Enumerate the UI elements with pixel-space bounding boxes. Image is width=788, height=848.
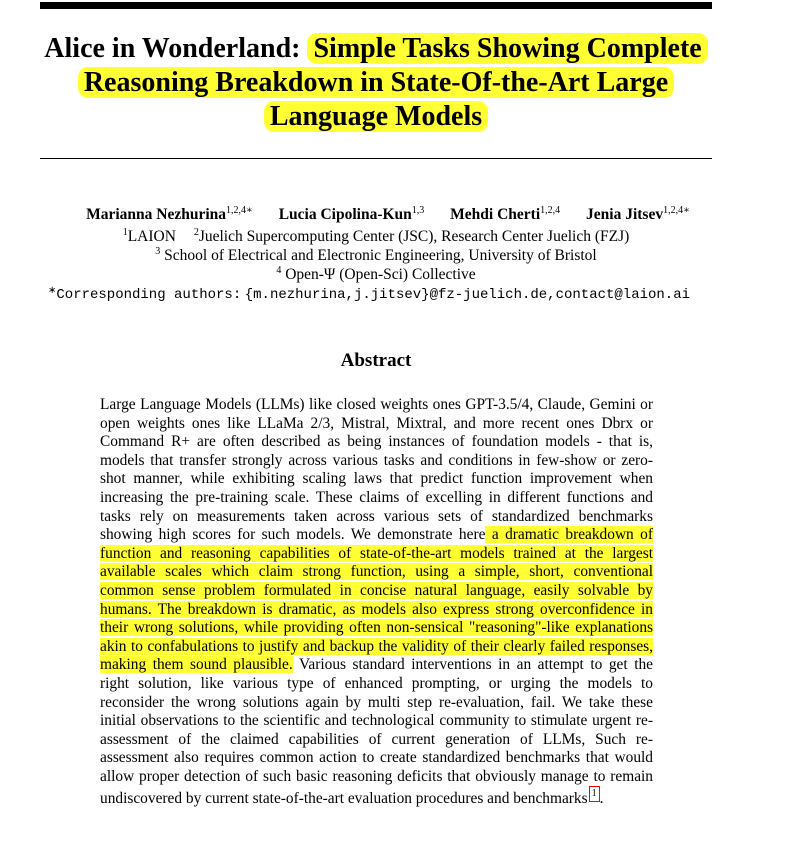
top-rule bbox=[40, 2, 712, 9]
title-rule bbox=[40, 158, 712, 159]
affiliation-line-2: $^3$ School of Electrical and Electronic Engineering, University of Bristol bbox=[155, 246, 597, 264]
abstract-text-2: Various standard interventions in an attempt to get the right solution, like various type of enhanced prompting, or urging the models to reconsider the wrong solutions again by multi step re-evaluation, fail. We take these initial observations to the scientific and technological community to stimulate urgent re-assessment of the claimed capabilities of current generation of LLMs, Such re-assessment also requires common action to create standardized benchmarks that would allow proper detection of such basic reasoning deficits that obviously manage to remain undiscovered by current state-of-the-art evaluation procedures and benchmarks bbox=[100, 656, 653, 808]
corresponding-authors: ∗Corresponding authors: {m.nezhurina,j.jitsev}@fz-juelich.de,contact@laion.ai bbox=[48, 285, 691, 303]
email-link[interactable]: {m.nezhurina,j.jitsev}@fz-juelich.de,contact@laion.ai bbox=[244, 287, 691, 303]
footnote-link[interactable]: 1 bbox=[589, 786, 600, 802]
author: Marianna Nezhurina$^{1,2,4∗}$ bbox=[86, 205, 253, 223]
paper-title bbox=[0, 32, 752, 134]
abstract-text-1: Large Language Models (LLMs) like closed weights ones GPT-3.5/4, Claude, Gemini or open weights ones like LLaMa 2/3, Mistral, Mixtral, and more recent ones Dbrx or Command R+ are often described as being instances of foundation models - that is, models that transfer strongly across various tasks and conditions in few-show or zero-shot manner, while exhibiting scaling laws that predict function improvement when increasing the pre-training scale. These claims of excelling in different functions and tasks rely on measurements taken across various sets of standardized benchmarks showing high scores for such models. We demonstrate here bbox=[100, 396, 653, 544]
affiliation-jsc: Juelich Supercomputing Center (JSC), Research Center Juelich (FZJ) bbox=[198, 228, 630, 245]
title-highlight-3: Language Models bbox=[264, 101, 488, 132]
abstract-body: Large Language Models (LLMs) like closed weights ones GPT-3.5/4, Claude, Gemini or open weights ones like LLaMa 2/3, Mistral, Mixtral, and more recent ones Dbrx or Command R+ are often described as being instances of foundation models - that is, models that transfer strongly across various tasks and conditions in few-show or zero-shot manner, while exhibiting scaling laws that predict function improvement when increasing the pre-training scale. These claims of excelling in different functions and tasks rely on measurements taken across various sets of standardized benchmarks showing high scores for such models. We demonstrate here a dramatic breakdown of function and reasoning capabilities of state-of-the-art models trained at the largest available scales which claim strong function, using a simple, short, conventional common sense problem formulated in concise natural language, easily solvable by humans. The breakdown is dramatic, as models also express strong overconfidence in their wrong solutions, while providing often non-sensical "reasoning"-like explanations akin to confabulations to justify and backup the validity of their clearly failed responses, making them sound plausible. Various standard interventions in an attempt to get the right solution, like various type of enhanced prompting, or urging the models to reconsider the wrong solutions again by multi step re-evaluation, fail. We take these initial observations to the scientific and technological community to stimulate urgent re-assessment of the claimed capabilities of current generation of LLMs, Such re-assessment also requires common action to create standardized benchmarks that would allow proper detection of such basic reasoning deficits that obviously manage to remain undiscovered by current state-of-the-art evaluation procedures and benchmarks 1 . bbox=[100, 396, 653, 808]
author: Jenia Jitsev$^{1,2,4∗}$ bbox=[586, 205, 690, 223]
title-highlight-2: Reasoning Breakdown in State-Of-the-Art Large bbox=[78, 67, 674, 98]
author-list bbox=[0, 205, 776, 224]
affiliation-line-3: $^4$ Open-Ψ (Open-Sci) Collective bbox=[276, 265, 476, 283]
affiliation-laion: LAION bbox=[127, 228, 176, 245]
author: Mehdi Cherti$^{1,2,4}$ bbox=[450, 205, 561, 223]
affiliation-bristol: School of Electrical and Electronic Engineering, University of Bristol bbox=[164, 247, 597, 264]
abstract-heading: Abstract bbox=[340, 350, 412, 371]
affiliation-open-sci: Open-Ψ (Open-Sci) Collective bbox=[285, 266, 476, 283]
author: Lucia Cipolina-Kun$^{1,3}$ bbox=[278, 205, 425, 223]
title-highlight-1: Simple Tasks Showing Complete bbox=[307, 33, 707, 64]
title-plain: Alice in Wonderland: bbox=[44, 33, 308, 64]
affiliation-line-1: $^1$LAION $^2$Juelich Supercomputing Center (JSC), Research Center Juelich (FZJ) bbox=[122, 227, 630, 245]
abstract-highlight: a dramatic breakdown of function and reasoning capabilities of state-of-the-art models trained at the largest available scales which claim strong function, using a simple, short, conventional common sense problem formulated in concise natural language, easily solvable by humans. The breakdown is dramatic, as models also express strong overconfidence in their wrong solutions, while providing often non-sensical "reasoning"-like explanations akin to confabulations to justify and backup the validity of their clearly failed responses, making them sound plausible. bbox=[100, 526, 653, 674]
